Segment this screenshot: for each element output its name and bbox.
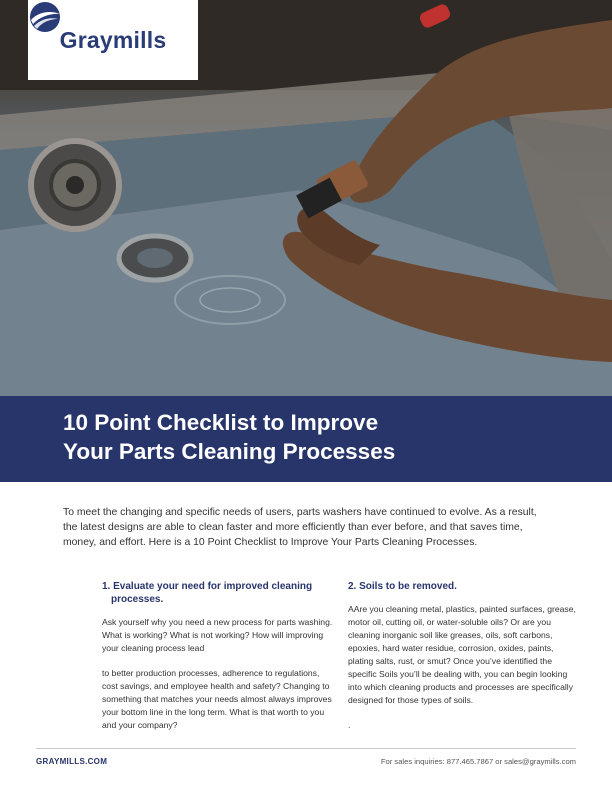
page-title-line-1: 10 Point Checklist to Improve xyxy=(63,410,379,435)
bearing-hub xyxy=(66,176,84,194)
section-2 xyxy=(348,580,580,744)
section-1-heading: 1. Evaluate your need for improved cleaning processes. xyxy=(102,581,313,605)
intro-paragraph: To meet the changing and specific needs of users, parts washers have continued to evolve. As a result, the latest designs are able to clean faster and more efficiently than ever before, and that saves time, money, and effort. Here is a 10 Point Checklist to Improve Your Parts Cleaning Processes. xyxy=(63,507,537,548)
seal-ring-hole xyxy=(137,248,173,268)
logo xyxy=(60,27,167,54)
footer-divider xyxy=(36,748,576,749)
title-banner xyxy=(0,396,612,482)
page-title-line-2: Your Parts Cleaning Processes xyxy=(63,439,396,464)
section-1-paragraph-2: to better production processes, adherence to regulations, cost savings, and employee health and safety? Changing to something that matches your needs almost always improves your bottom line in the long term. What is that worth to you and your company? xyxy=(102,668,332,730)
page-title xyxy=(63,408,563,466)
globe-swoosh-icon xyxy=(28,0,62,34)
section-2-paragraph-2: . xyxy=(348,720,351,730)
section-2-heading: 2. Soils to be removed. xyxy=(348,581,457,592)
section-2-paragraph-1: AAre you cleaning metal, plastics, painted surfaces, grease, motor oil, cutting oil, or water-soluble oils? Or are you cleaning inorganic soil like greases, oils, soft carbons, epoxies, hard water residue, corrosion, oxides, paints, plating salts, rust, or smut? Once you’ve identified the specific Soils you’ll be dealing with, you can begin looking into which cleaning products and processes are specifically designed for those types of soils. xyxy=(348,604,576,705)
footer-contact: For sales inquiries: 877.465.7867 or sales@graymills.com xyxy=(380,757,576,766)
section-1-paragraph-1: Ask yourself why you need a new process for parts washing. What is working? What is not working? How will improving your cleaning process lead xyxy=(102,617,333,653)
logo-wordmark: Graymills xyxy=(59,26,167,53)
section-1 xyxy=(102,580,335,744)
logo-panel xyxy=(28,0,198,80)
footer-website-link[interactable]: GRAYMILLS.COM xyxy=(36,757,108,766)
